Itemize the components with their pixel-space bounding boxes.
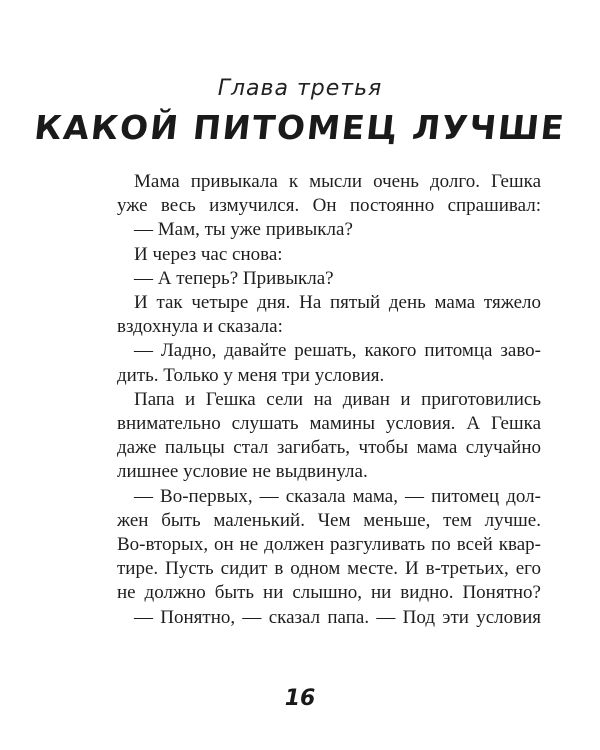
text-line: дить. Только у меня три условия. — [117, 364, 385, 386]
text-line: И через час снова: — [134, 243, 283, 265]
text-line: Папа и Гешка сели на диван и приготовились — [134, 388, 541, 410]
text-line: лишнее условие не выдвинула. — [117, 461, 368, 483]
text-line: жен быть маленький. Чем меньше, тем лучше. — [117, 509, 541, 531]
text-line: Мама привыкала к мысли очень долго. Гешка — [134, 171, 541, 192]
text-line: — А теперь? Привыкла? — [134, 267, 334, 289]
text-line: И так четыре дня. На пятый день мама тяжело — [134, 292, 541, 314]
text-line: не должно быть ни слышно, ни видно. Понятно? — [117, 582, 541, 604]
text-line: даже пальцы стал загибать, чтобы мама случайно — [117, 437, 541, 459]
text-line: Во-вторых, он не должен разгуливать по всей квар- — [117, 534, 541, 556]
body-text — [117, 170, 541, 630]
text-line: — Мам, ты уже привыкла? — [134, 219, 353, 241]
text-line: тире. Пусть сидит в одном месте. И в-третьих, его — [117, 558, 541, 580]
chapter-title: КАКОЙ ПИТОМЕЦ ЛУЧШЕ — [32, 108, 568, 147]
text-line: — Во-первых, — сказала мама, — питомец дол- — [134, 485, 541, 507]
text-line: — Ладно, давайте решать, какого питомца заво- — [134, 340, 541, 362]
text-line: уже весь измучился. Он постоянно спрашивал: — [117, 195, 541, 217]
text-line: вздохнула и сказала: — [117, 316, 283, 338]
text-line: — Понятно, — сказал папа. — Под эти условия — [134, 606, 541, 628]
chapter-label: Глава третья — [217, 76, 383, 101]
text-line: внимательно слушать мамины условия. А Гешка — [117, 413, 541, 435]
page-number: 16 — [284, 686, 316, 711]
